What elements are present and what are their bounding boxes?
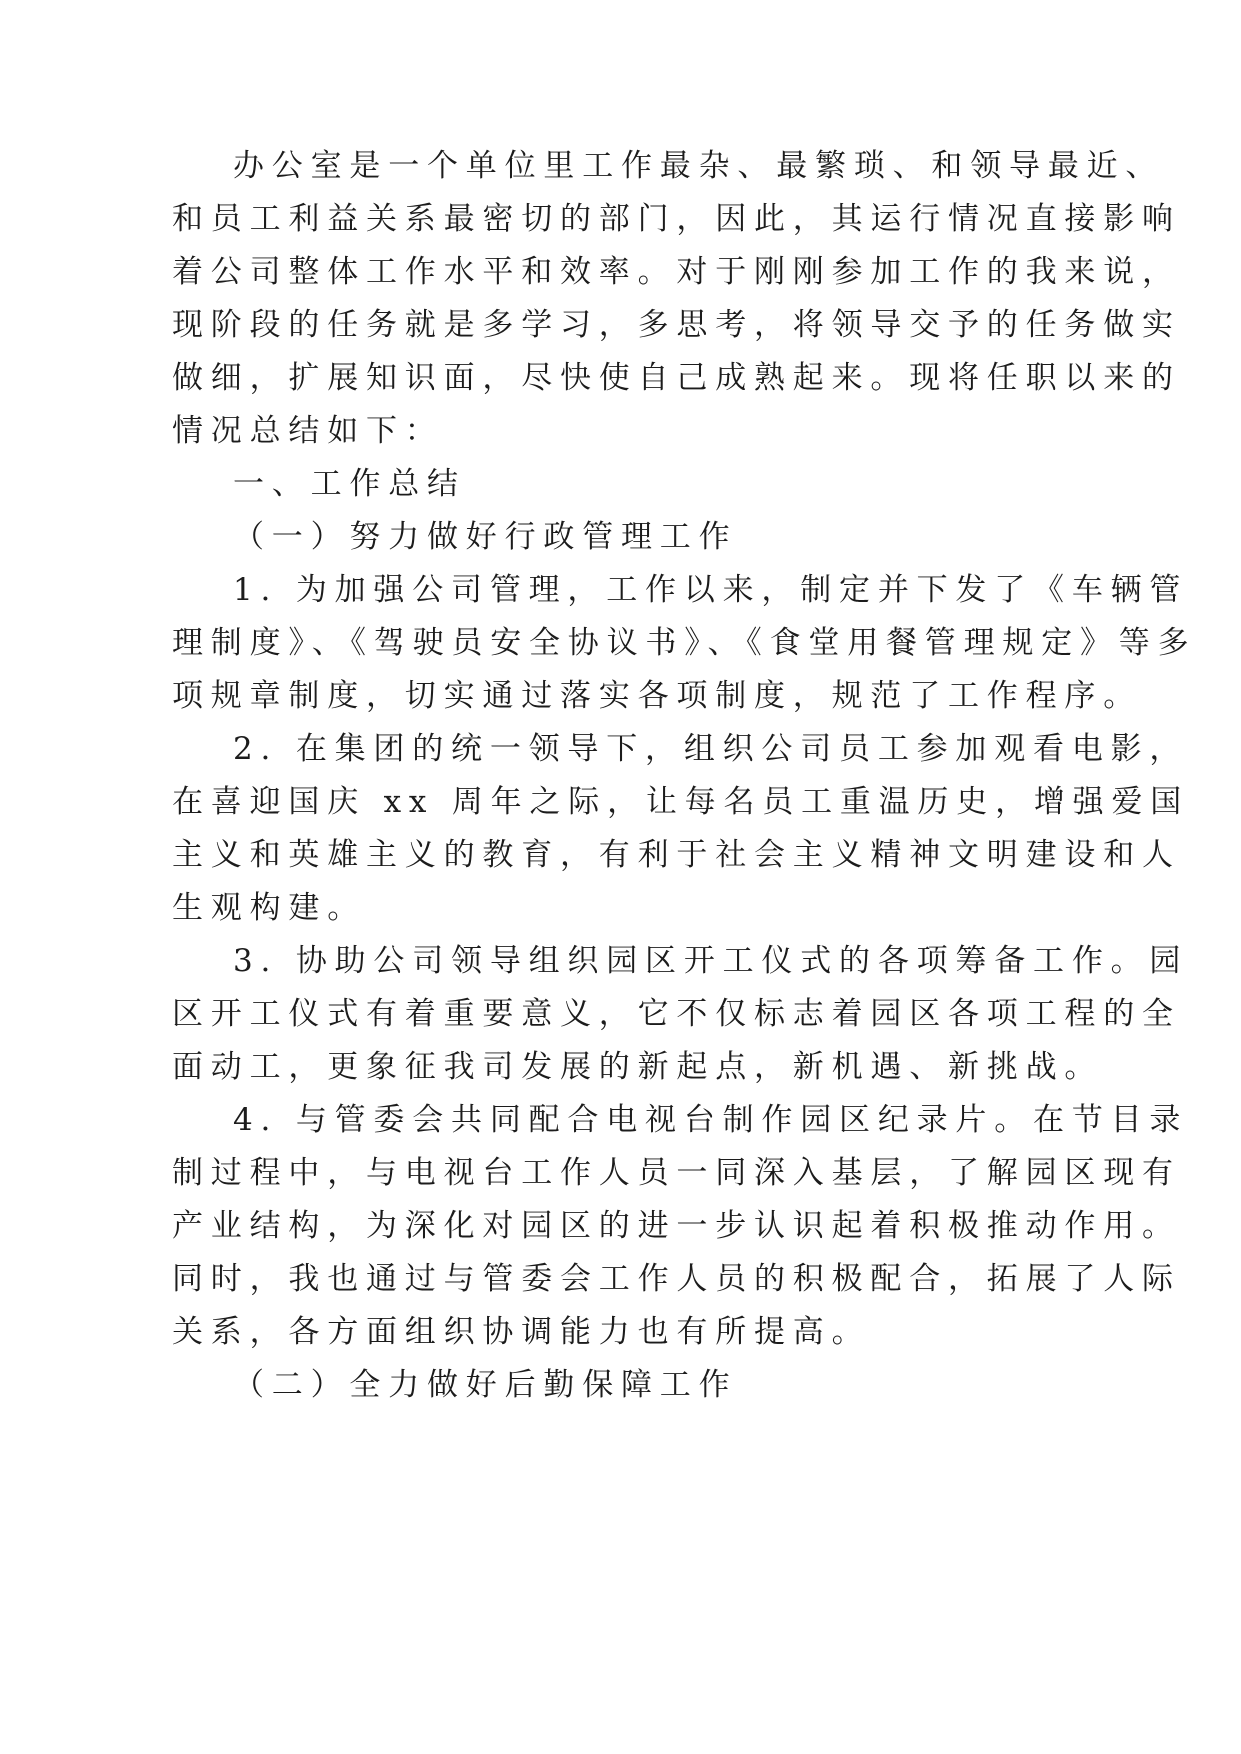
paragraph-intro-line-5: 做细，扩展知识面，尽快使自己成熟起来。现将任职以来的 bbox=[172, 360, 1181, 396]
item-2-line-1: 2. 在集团的统一领导下，组织公司员工参加观看电影， bbox=[233, 731, 1189, 767]
section-heading-work-summary: 一、工作总结 bbox=[233, 466, 466, 502]
item-2-line-2: 在喜迎国庆 xx 周年之际，让每名员工重温历史，增强爱国 bbox=[172, 784, 1190, 820]
paragraph-intro-line-4: 现阶段的任务就是多学习，多思考，将领导交予的任务做实 bbox=[172, 307, 1181, 343]
item-4-line-3: 产业结构，为深化对园区的进一步认识起着积极推动作用。 bbox=[172, 1208, 1181, 1244]
subsection-heading-administration: （一）努力做好行政管理工作 bbox=[233, 519, 738, 555]
paragraph-intro-line-1: 办公室是一个单位里工作最杂、最繁琐、和领导最近、 bbox=[233, 148, 1165, 184]
item-3-line-2: 区开工仪式有着重要意义，它不仅标志着园区各项工程的全 bbox=[172, 996, 1181, 1032]
item-4-line-5: 关系，各方面组织协调能力也有所提高。 bbox=[172, 1314, 871, 1350]
item-1-line-3: 项规章制度，切实通过落实各项制度，规范了工作程序。 bbox=[172, 678, 1142, 714]
item-4-line-4: 同时，我也通过与管委会工作人员的积极配合，拓展了人际 bbox=[172, 1261, 1181, 1297]
item-4-line-1: 4. 与管委会共同配合电视台制作园区纪录片。在节目录 bbox=[233, 1102, 1189, 1138]
item-3-line-1: 3. 协助公司领导组织园区开工仪式的各项筹备工作。园 bbox=[233, 943, 1189, 979]
item-1-line-1: 1. 为加强公司管理，工作以来，制定并下发了《车辆管 bbox=[233, 572, 1189, 608]
paragraph-intro-line-6: 情况总结如下： bbox=[172, 413, 444, 449]
paragraph-intro-line-2: 和员工利益关系最密切的部门，因此，其运行情况直接影响 bbox=[172, 201, 1181, 237]
item-1-line-2: 理制度》、《驾驶员安全协议书》、《食堂用餐管理规定》等多 bbox=[172, 625, 1197, 661]
subsection-heading-logistics: （二）全力做好后勤保障工作 bbox=[233, 1367, 738, 1403]
item-3-line-3: 面动工，更象征我司发展的新起点，新机遇、新挑战。 bbox=[172, 1049, 1104, 1085]
item-4-line-2: 制过程中，与电视台工作人员一同深入基层，了解园区现有 bbox=[172, 1155, 1181, 1191]
item-2-line-4: 生观构建。 bbox=[172, 890, 366, 926]
paragraph-intro-line-3: 着公司整体工作水平和效率。对于刚刚参加工作的我来说， bbox=[172, 254, 1181, 290]
item-2-line-3: 主义和英雄主义的教育，有利于社会主义精神文明建设和人 bbox=[172, 837, 1181, 873]
